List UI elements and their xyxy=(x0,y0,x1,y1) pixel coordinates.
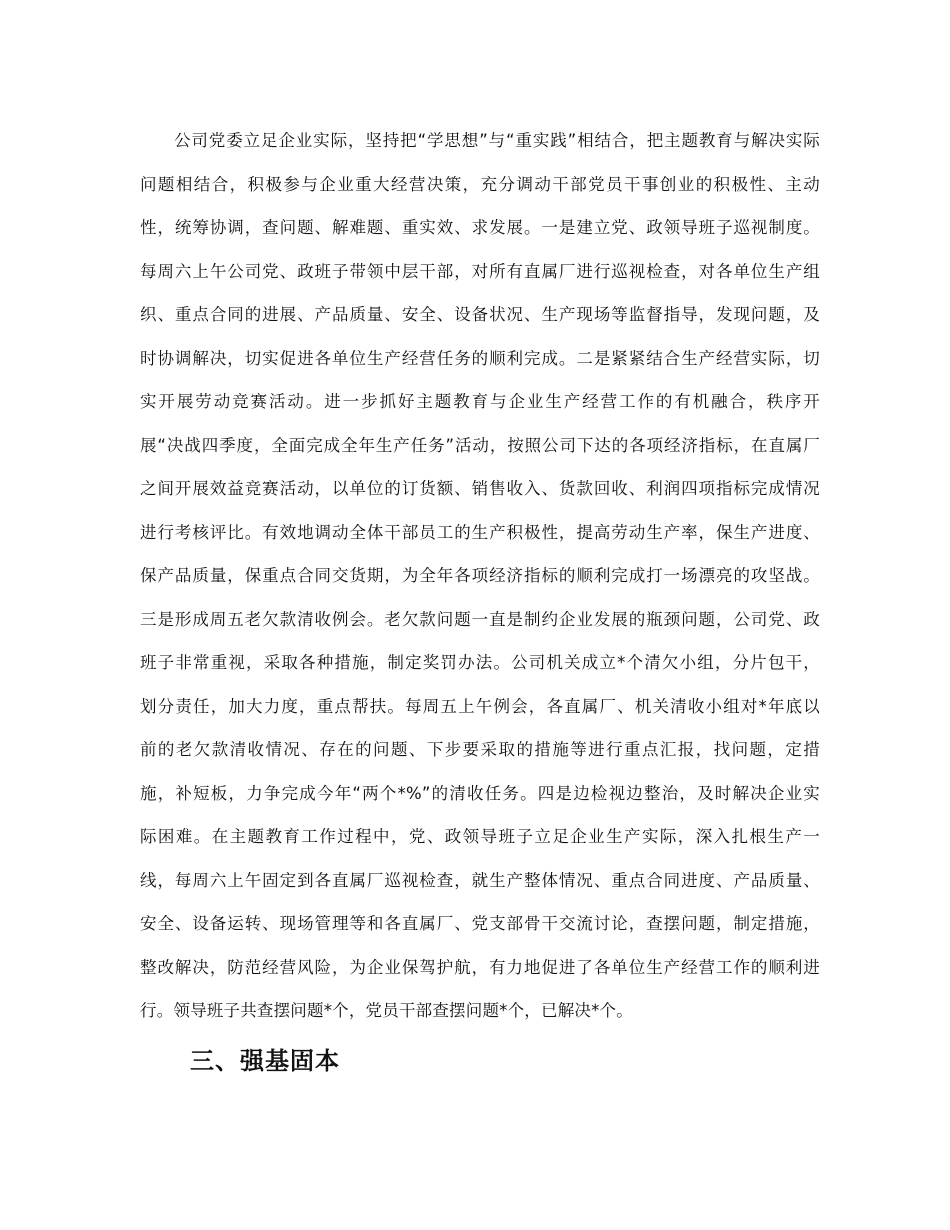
paragraph-line: 线，每周六上午固定到各直属厂巡视检查，就生产整体情况、重点合同进度、产品质量、 xyxy=(140,870,820,890)
paragraph-line: 三是形成周五老欠款清收例会。老欠款问题一直是制约企业发展的瓶颈问题，公司党、政 xyxy=(140,609,820,629)
paragraph-line: 保产品质量，保重点合同交货期，为全年各项经济指标的顺利完成打一场漂亮的攻坚战。 xyxy=(140,566,820,585)
paragraph-line: 行。领导班子共查摆问题*个，党员干部查摆问题*个，已解决*个。 xyxy=(140,1001,633,1020)
paragraph-line: 施，补短板，力争完成今年“两个*%”的清收任务。四是边检视边整治，及时解决企业实 xyxy=(140,783,820,803)
paragraph-line: 展“决战四季度，全面完成全年生产任务”活动，按照公司下达的各项经济指标，在直属厂 xyxy=(140,435,820,455)
paragraph-line: 际困难。在主题教育工作过程中，党、政领导班子立足企业生产实际，深入扎根生产一 xyxy=(140,827,820,846)
paragraph-line: 时协调解决，切实促进各单位生产经营任务的顺利完成。二是紧紧结合生产经营实际，切 xyxy=(140,348,820,368)
paragraph-line: 织、重点合同的进展、产品质量、安全、设备状况、生产现场等监督指导，发现问题，及 xyxy=(140,305,820,324)
paragraph-line: 前的老欠款清收情况、存在的问题、下步要采取的措施等进行重点汇报，找问题，定措 xyxy=(140,740,820,759)
paragraph-line: 公司党委立足企业实际，坚持把“学思想”与“重实践”相结合，把主题教育与解决实际 xyxy=(174,131,820,150)
paragraph-line: 进行考核评比。有效地调动全体干部员工的生产积极性，提高劳动生产率，保生产进度、 xyxy=(140,522,820,542)
paragraph-line: 整改解决，防范经营风险，为企业保驾护航，有力地促进了各单位生产经营工作的顺利进 xyxy=(140,957,820,977)
paragraph-line: 每周六上午公司党、政班子带领中层干部，对所有直属厂进行巡视检查，对各单位生产组 xyxy=(140,261,820,281)
paragraph-line: 班子非常重视，采取各种措施，制定奖罚办法。公司机关成立*个清欠小组，分片包干， xyxy=(140,653,820,672)
paragraph-line: 划分责任，加大力度，重点帮扶。每周五上午例会，各直属厂、机关清收小组对*年底以 xyxy=(140,696,820,716)
paragraph-line: 安全、设备运转、现场管理等和各直属厂、党支部骨干交流讨论，查摆问题，制定措施， xyxy=(140,914,820,933)
paragraph-line: 问题相结合，积极参与企业重大经营决策，充分调动干部党员干事创业的积极性、主动 xyxy=(140,174,820,194)
paragraph-line: 实开展劳动竞赛活动。进一步抓好主题教育与企业生产经营工作的有机融合，秩序开 xyxy=(140,392,820,411)
paragraph-line: 之间开展效益竞赛活动，以单位的订货额、销售收入、货款回收、利润四项指标完成情况 xyxy=(140,479,820,498)
body-paragraph xyxy=(140,127,820,1041)
paragraph-line: 性，统筹协调，查问题、解难题、重实效、求发展。一是建立党、政领导班子巡视制度。 xyxy=(140,218,820,237)
section-heading: 三、强基固本 xyxy=(190,1047,340,1075)
